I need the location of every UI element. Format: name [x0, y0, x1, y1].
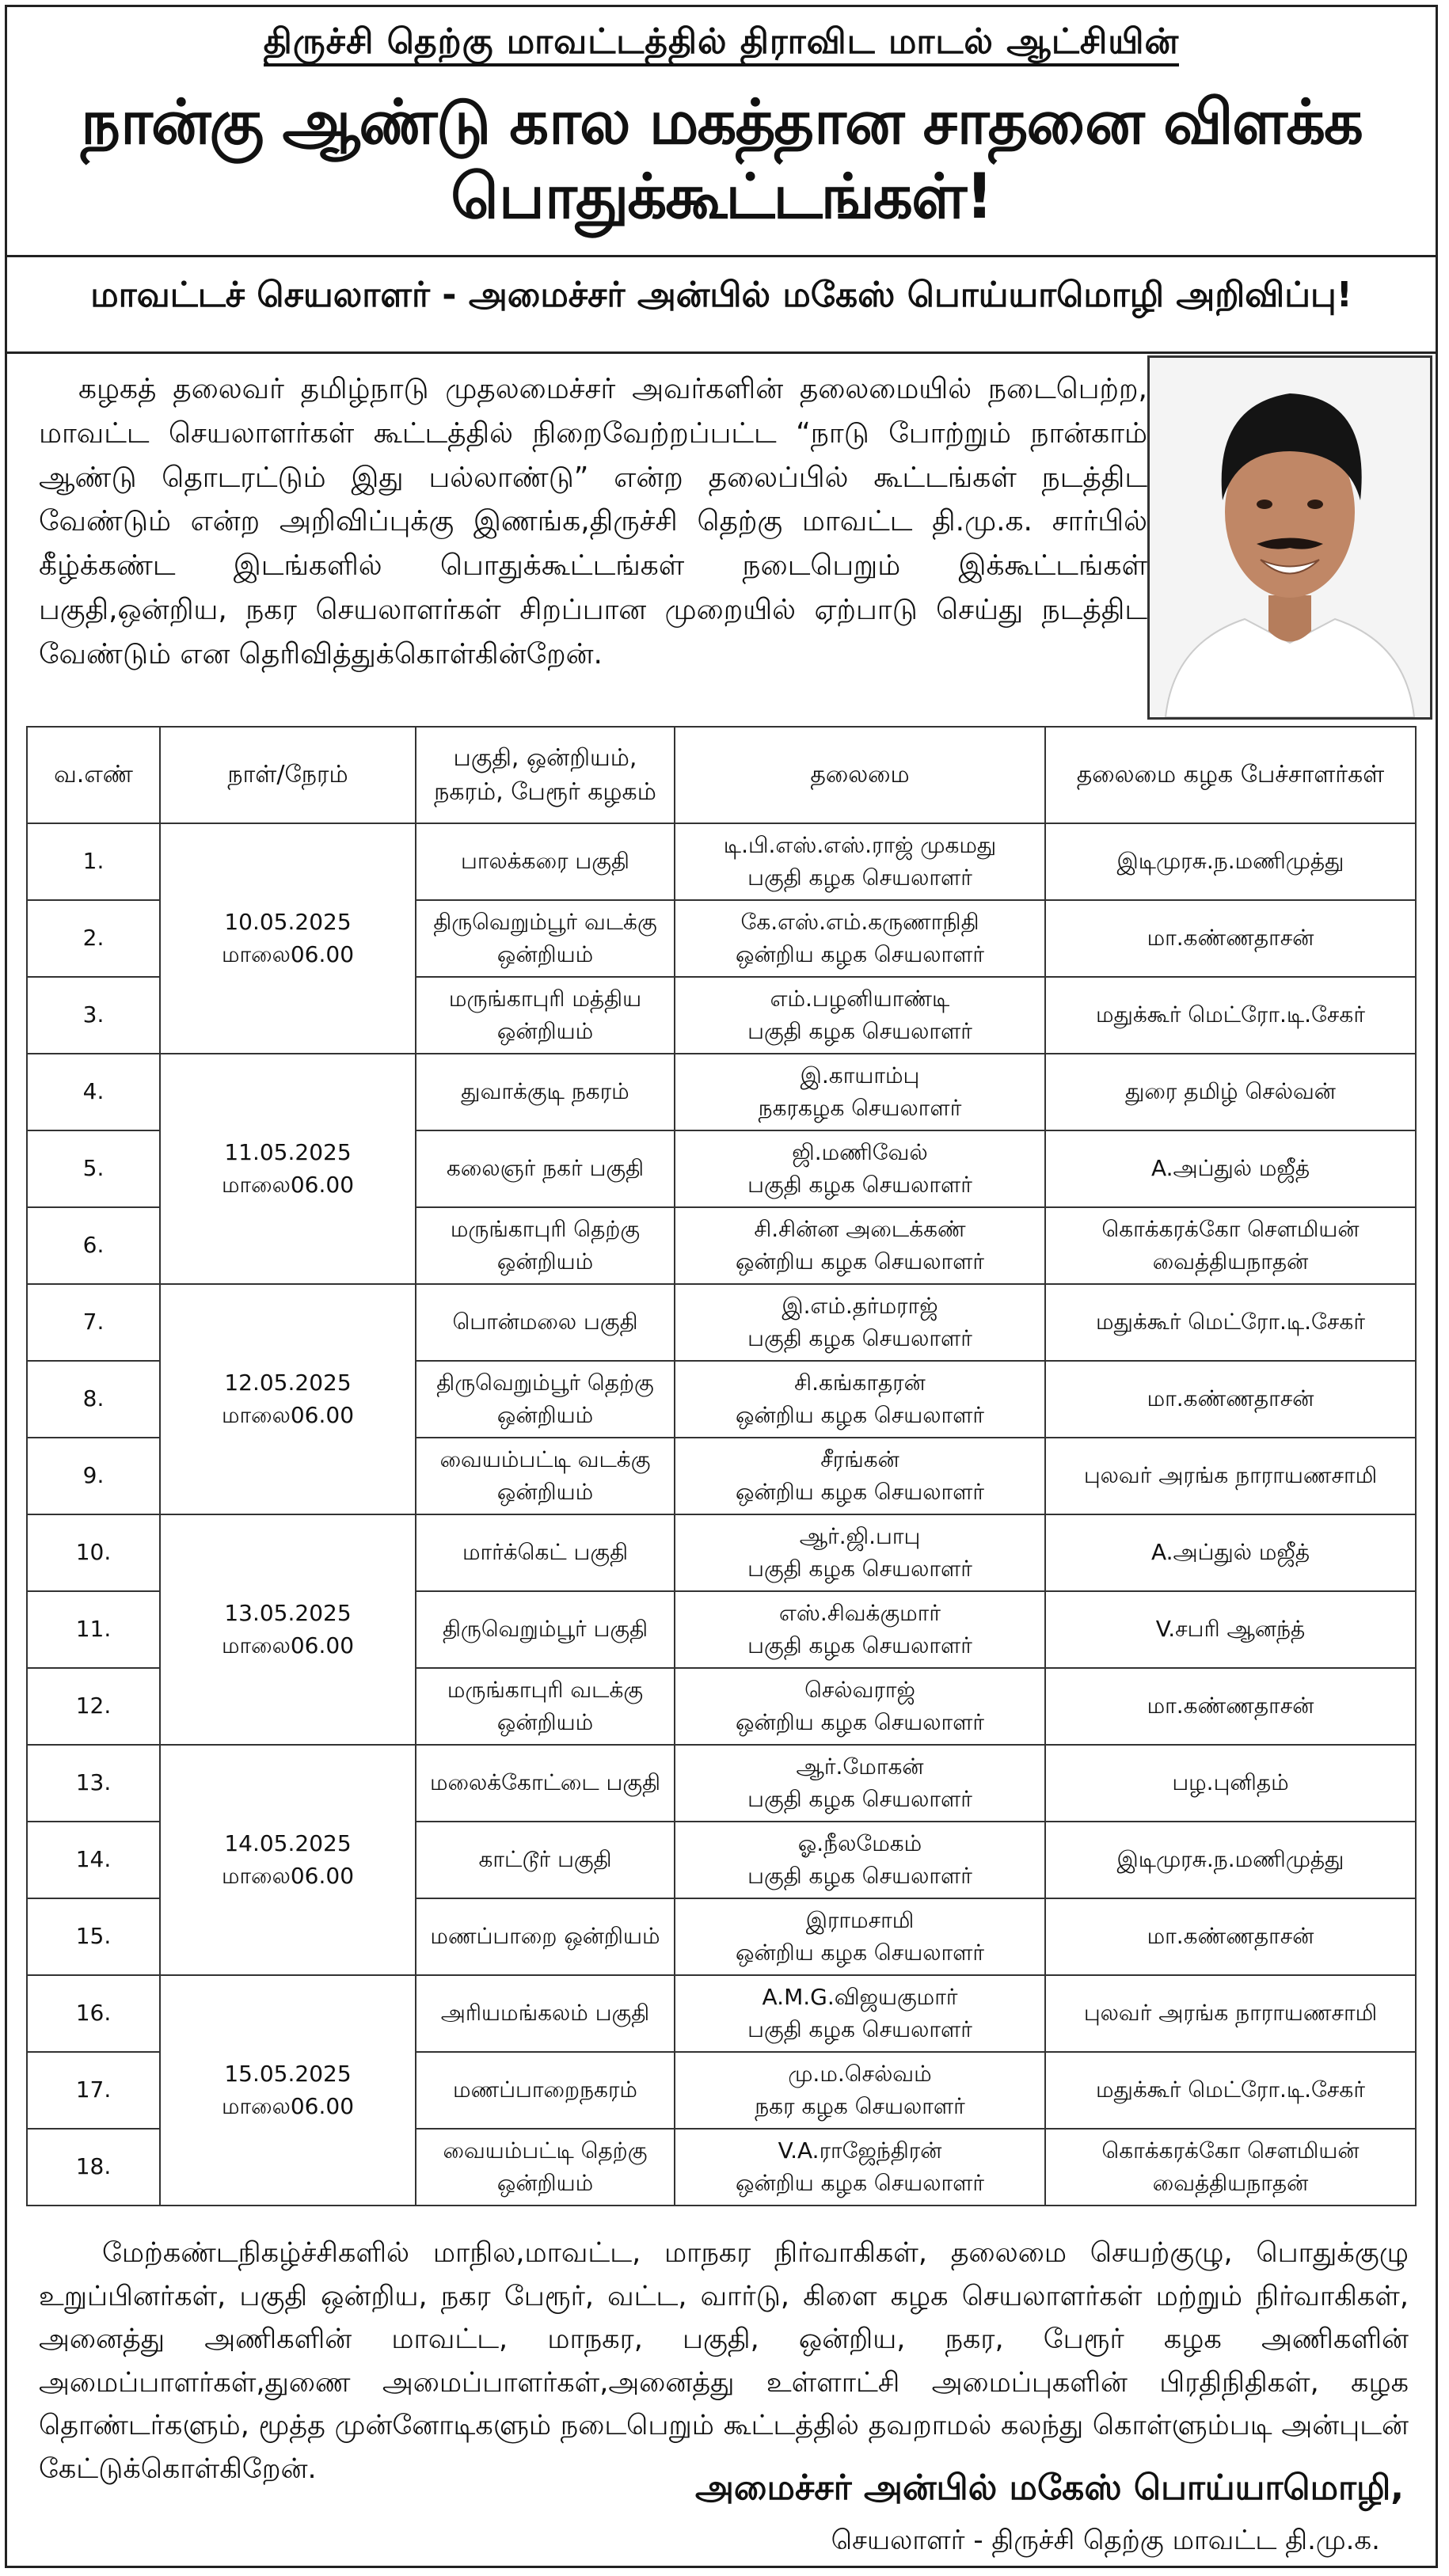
leader-role: பகுதி கழக செயலாளர் [747, 1862, 972, 1889]
date-time-cell [160, 823, 416, 1054]
area-cell: பாலக்கரை பகுதி [416, 823, 675, 900]
area-cell: திருவெறும்பூர் பகுதி [416, 1591, 675, 1668]
leader-name: ஆர்.மோகன் [796, 1753, 924, 1780]
leader-role: ஒன்றிய கழக செயலாளர் [736, 1401, 984, 1428]
leader-role: பகுதி கழக செயலாளர் [747, 1785, 972, 1812]
leader-name: A.M.G.விஜயகுமார் [762, 1983, 958, 2010]
header-leader: தலைமை [675, 727, 1045, 823]
speaker-cell: மதுக்கூர் மெட்ரோ.டி.சேகர் [1045, 2052, 1416, 2129]
serial-cell: 15. [27, 1898, 160, 1975]
speaker-cell: மா.கண்ணதாசன் [1045, 1898, 1416, 1975]
speaker-cell: மா.கண்ணதாசன் [1045, 900, 1416, 977]
table-row [27, 1514, 1416, 1591]
leader-cell [675, 900, 1045, 977]
area-cell: மருங்காபுரி வடக்கு ஒன்றியம் [416, 1668, 675, 1745]
leader-name: இ.எம்.தர்மராஜ் [782, 1292, 938, 1319]
serial-cell: 12. [27, 1668, 160, 1745]
serial-cell: 11. [27, 1591, 160, 1668]
leader-cell [675, 1975, 1045, 2052]
area-cell: மலைக்கோட்டை பகுதி [416, 1745, 675, 1822]
leader-name: செல்வராஜ் [804, 1676, 915, 1703]
area-cell: பொன்மலை பகுதி [416, 1284, 675, 1361]
signatory-name: அமைச்சர் அன்பில் மகேஸ் பொய்யாமொழி, [695, 2468, 1404, 2508]
portrait-photo [1147, 355, 1432, 720]
leader-name: இ.காயாம்பு [800, 1062, 920, 1089]
serial-cell: 16. [27, 1975, 160, 2052]
notice-page [5, 5, 1438, 2568]
leader-name: சி.கங்காதரன் [794, 1369, 926, 1396]
date-text: 14.05.2025 [224, 1829, 352, 1856]
main-title: நான்கு ஆண்டு கால மகத்தான சாதனை விளக்க பொதுக்கூட்டங்கள்! [81, 87, 1362, 233]
leader-role: நகர கழக செயலாளர் [755, 2092, 965, 2119]
table-row [27, 823, 1416, 900]
leader-role: பகுதி கழக செயலாளர் [747, 1555, 972, 1582]
leader-cell [675, 823, 1045, 900]
serial-cell: 1. [27, 823, 160, 900]
area-cell: துவாக்குடி நகரம் [416, 1054, 675, 1130]
time-text: மாலை06.00 [221, 1401, 355, 1428]
area-cell: வையம்பட்டி வடக்கு ஒன்றியம் [416, 1438, 675, 1514]
date-text: 10.05.2025 [224, 908, 352, 935]
speaker-cell: மதுக்கூர் மெட்ரோ.டி.சேகர் [1045, 1284, 1416, 1361]
announcement-title: மாவட்டச் செயலாளர் - அமைச்சர் அன்பில் மகேஸ் பொய்யாமொழி அறிவிப்பு! [90, 275, 1352, 315]
serial-cell: 4. [27, 1054, 160, 1130]
leader-cell [675, 1361, 1045, 1438]
area-cell: கலைஞர் நகர் பகுதி [416, 1130, 675, 1207]
time-text: மாலை06.00 [221, 940, 355, 967]
leader-role: ஒன்றிய கழக செயலாளர் [736, 1248, 984, 1275]
speaker-cell: கொக்கரக்கோ சௌமியன் வைத்தியநாதன் [1045, 1207, 1416, 1284]
speaker-cell: கொக்கரக்கோ சௌமியன் வைத்தியநாதன் [1045, 2129, 1416, 2206]
leader-name: கே.எஸ்.எம்.கருணாநிதி [740, 908, 979, 935]
table-row [27, 1975, 1416, 2052]
leader-cell [675, 1898, 1045, 1975]
serial-cell: 3. [27, 977, 160, 1054]
header-date-time: நாள்/நேரம் [160, 727, 416, 823]
time-text: மாலை06.00 [221, 1862, 355, 1889]
speaker-cell: மதுக்கூர் மெட்ரோ.டி.சேகர் [1045, 977, 1416, 1054]
speaker-cell: துரை தமிழ் செல்வன் [1045, 1054, 1416, 1130]
leader-role: ஒன்றிய கழக செயலாளர் [736, 2169, 984, 2196]
date-time-cell [160, 1284, 416, 1514]
header-speakers: தலைமை கழக பேச்சாளர்கள் [1045, 727, 1416, 823]
leader-cell [675, 977, 1045, 1054]
leader-name: ஓ.நீலமேகம் [797, 1829, 922, 1856]
leader-role: பகுதி கழக செயலாளர் [747, 1632, 972, 1658]
schedule-table [26, 726, 1417, 2206]
intro-paragraph: கழகத் தலைவர் தமிழ்நாடு முதலமைச்சர் அவர்களின் தலைமையில் நடைபெற்ற, மாவட்ட செயலாளர்கள் கூட்டத்தில் நிறைவேற்றப்பட்ட “நாடு போற்றும் நான்காம் ஆண்டு தொடரட்டும் இது பல்லாண்டு” என்ற தலைப்பில் கூட்டங்கள் நடத்திட வேண்டும் என்ற அறிவிப்புக்கு இணங்க,திருச்சி தெற்கு மாவட்ட தி.மு.க. சார்பில் கீழ்க்கண்ட இடங்களில் பொதுக்கூட்டங்கள் நடைபெறும் இக்கூட்டங்கள் பகுதி,ஒன்றிய, நகர செயலாளர்கள் சிறப்பான முறையில் ஏற்பாடு செய்து நடத்திட வேண்டும் என தெரிவித்துக்கொள்கின்றேன். [39, 373, 1147, 671]
area-cell: காட்டூர் பகுதி [416, 1822, 675, 1898]
date-time-cell [160, 1054, 416, 1284]
serial-cell: 13. [27, 1745, 160, 1822]
date-text: 11.05.2025 [224, 1138, 352, 1165]
signatory-role: செயலாளர் - திருச்சி தெற்கு மாவட்ட தி.மு.க. [831, 2525, 1380, 2556]
table-row [27, 1054, 1416, 1130]
top-title: திருச்சி தெற்கு மாவட்டத்தில் திராவிட மாடல் ஆட்சியின் [7, 21, 1436, 66]
area-cell: மருங்காபுரி தெற்கு ஒன்றியம் [416, 1207, 675, 1284]
serial-cell: 18. [27, 2129, 160, 2206]
area-cell: வையம்பட்டி தெற்கு ஒன்றியம் [416, 2129, 675, 2206]
date-time-cell [160, 1975, 416, 2206]
area-cell: மார்க்கெட் பகுதி [416, 1514, 675, 1591]
serial-cell: 17. [27, 2052, 160, 2129]
leader-role: பகுதி கழக செயலாளர் [747, 2016, 972, 2042]
header-area: பகுதி, ஒன்றியம், நகரம், பேரூர் கழகம் [416, 727, 675, 823]
leader-role: ஒன்றிய கழக செயலாளர் [736, 940, 984, 967]
leader-name: சீரங்கன் [820, 1446, 899, 1472]
time-text: மாலை06.00 [221, 1632, 355, 1658]
leader-cell [675, 1284, 1045, 1361]
date-time-cell [160, 1745, 416, 1975]
area-cell: திருவெறும்பூர் தெற்கு ஒன்றியம் [416, 1361, 675, 1438]
table-row [27, 1745, 1416, 1822]
speaker-cell: மா.கண்ணதாசன் [1045, 1668, 1416, 1745]
date-time-cell [160, 1514, 416, 1745]
leader-cell [675, 1822, 1045, 1898]
leader-cell [675, 1668, 1045, 1745]
date-text: 13.05.2025 [224, 1599, 352, 1626]
divider [7, 255, 1436, 257]
serial-cell: 10. [27, 1514, 160, 1591]
time-text: மாலை06.00 [221, 2092, 355, 2119]
leader-name: V.A.ராஜேந்திரன் [778, 2137, 942, 2164]
speaker-cell: A.அப்துல் மஜீத் [1045, 1514, 1416, 1591]
area-cell: அரியமங்கலம் பகுதி [416, 1975, 675, 2052]
speaker-cell: இடிமுரசு.ந.மணிமுத்து [1045, 823, 1416, 900]
serial-cell: 6. [27, 1207, 160, 1284]
leader-role: ஒன்றிய கழக செயலாளர் [736, 1939, 984, 1966]
leader-role: நகரகழக செயலாளர் [758, 1094, 962, 1121]
leader-cell [675, 1207, 1045, 1284]
leader-cell [675, 1130, 1045, 1207]
date-text: 15.05.2025 [224, 2060, 352, 2087]
divider [7, 351, 1436, 354]
leader-name: எம்.பழனியாண்டி [770, 985, 950, 1012]
leader-name: எஸ்.சிவக்குமார் [779, 1599, 941, 1626]
closing-paragraph: மேற்கண்டநிகழ்ச்சிகளில் மாநில,மாவட்ட, மாநகர நிர்வாகிகள், தலைமை செயற்குழு, பொதுக்குழு உறுப்பினர்கள், பகுதி ஒன்றிய, நகர பேரூர், வட்ட, வார்டு, கிளை கழக செயலாளர்கள் மற்றும் நிர்வாகிகள், அனைத்து அணிகளின் மாவட்ட, மாநகர, பகுதி, ஒன்றிய, நகர, பேரூர் கழக அணிகளின் அமைப்பாளர்கள்,துணை அமைப்பாளர்கள்,அனைத்து உள்ளாட்சி அமைப்புகளின் பிரதிநிதிகள், கழக தொண்டர்களும், மூத்த முன்னோடிகளும் நடைபெறும் கூட்டத்தில் தவறாமல் கலந்து கொள்ளும்படி அன்புடன் கேட்டுக்கொள்கிறேன். [39, 2237, 1409, 2485]
area-cell: மணப்பாறைநகரம் [416, 2052, 675, 2129]
leader-cell [675, 2129, 1045, 2206]
leader-cell [675, 1591, 1045, 1668]
leader-role: ஒன்றிய கழக செயலாளர் [736, 1708, 984, 1735]
speaker-cell: பழ.புனிதம் [1045, 1745, 1416, 1822]
date-text: 12.05.2025 [224, 1369, 352, 1396]
leader-name: சி.சின்ன அடைக்கண் [754, 1215, 966, 1242]
leader-cell [675, 1514, 1045, 1591]
leader-role: பகுதி கழக செயலாளர் [747, 1017, 972, 1044]
area-cell: மணப்பாறை ஒன்றியம் [416, 1898, 675, 1975]
leader-role: பகுதி கழக செயலாளர் [747, 1171, 972, 1198]
leader-cell [675, 1745, 1045, 1822]
serial-cell: 7. [27, 1284, 160, 1361]
leader-cell [675, 2052, 1045, 2129]
table-row [27, 1284, 1416, 1361]
leader-cell [675, 1054, 1045, 1130]
speaker-cell: மா.கண்ணதாசன் [1045, 1361, 1416, 1438]
serial-cell: 8. [27, 1361, 160, 1438]
speaker-cell: A.அப்துல் மஜீத் [1045, 1130, 1416, 1207]
portrait-icon [1150, 358, 1430, 717]
header-serial: வ.எண் [27, 727, 160, 823]
serial-cell: 5. [27, 1130, 160, 1207]
serial-cell: 2. [27, 900, 160, 977]
speaker-cell: புலவர் அரங்க நாராயணசாமி [1045, 1438, 1416, 1514]
leader-name: ஜி.மணிவேல் [792, 1138, 928, 1165]
time-text: மாலை06.00 [221, 1171, 355, 1198]
serial-cell: 9. [27, 1438, 160, 1514]
leader-role: பகுதி கழக செயலாளர் [747, 864, 972, 891]
leader-name: மு.ம.செல்வம் [788, 2060, 932, 2087]
leader-role: ஒன்றிய கழக செயலாளர் [736, 1478, 984, 1505]
speaker-cell: இடிமுரசு.ந.மணிமுத்து [1045, 1822, 1416, 1898]
speaker-cell: புலவர் அரங்க நாராயணசாமி [1045, 1975, 1416, 2052]
serial-cell: 14. [27, 1822, 160, 1898]
speaker-cell: V.சபரி ஆனந்த் [1045, 1591, 1416, 1668]
leader-cell [675, 1438, 1045, 1514]
area-cell: திருவெறும்பூர் வடக்கு ஒன்றியம் [416, 900, 675, 977]
table-header-row [27, 727, 1416, 823]
area-cell: மருங்காபுரி மத்திய ஒன்றியம் [416, 977, 675, 1054]
schedule-body [27, 823, 1416, 2206]
leader-role: பகுதி கழக செயலாளர் [747, 1324, 972, 1351]
leader-name: ஆர்.ஜி.பாபு [799, 1522, 921, 1549]
leader-name: இராமசாமி [805, 1906, 915, 1933]
leader-name: டி.பி.எஸ்.எஸ்.ராஜ் முகமது [723, 831, 997, 858]
